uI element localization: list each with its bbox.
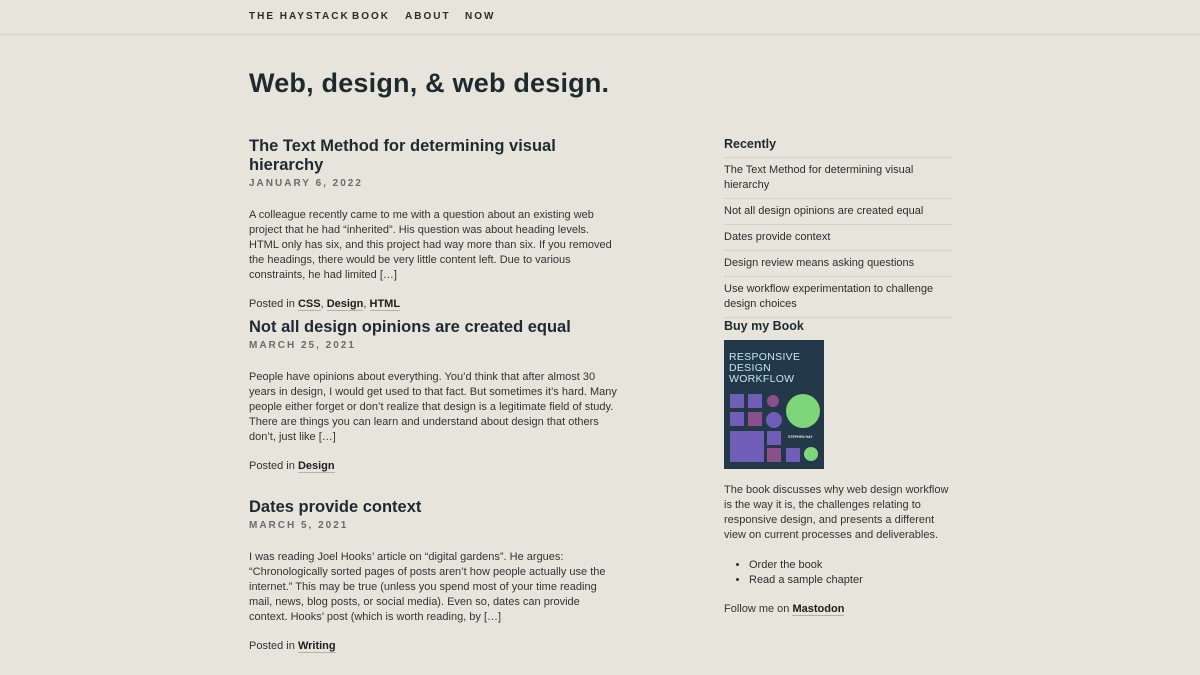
nav-link-book[interactable]: BOOK: [352, 11, 390, 22]
list-item: [749, 573, 863, 588]
book-cover-title-line: WORKFLOW: [729, 373, 795, 385]
recent-post-link[interactable]: Design review means asking questions: [724, 257, 915, 269]
cover-shape: [730, 394, 744, 408]
top-navigation: [0, 0, 1200, 35]
post-title[interactable]: Dates provide context: [249, 498, 422, 516]
cover-shape: [786, 448, 800, 462]
post-categories: [249, 640, 621, 652]
list-item: [724, 199, 952, 225]
posted-in-label: Posted in: [249, 640, 295, 652]
book-links-list: [724, 558, 863, 588]
nav-link-now[interactable]: NOW: [465, 11, 496, 22]
recently-heading: Recently: [724, 137, 777, 151]
post-excerpt: People have opinions about everything. You’d think that after almost 30 years in design, I would get used to that fact. But sometimes it’s hard. Many people either forget or don’t realize that design is a legitimate field of study. There are things you can learn and understand about design that others don’t, just like […]: [249, 371, 617, 443]
post-categories: [249, 460, 621, 472]
follow-text: [724, 603, 844, 615]
cover-shape: [748, 412, 762, 426]
category-link[interactable]: CSS: [297, 298, 321, 310]
cover-shape: [730, 431, 764, 462]
site-title: Web, design, & web design.: [249, 68, 610, 98]
cover-shape: [767, 431, 781, 445]
recent-post-link[interactable]: Dates provide context: [724, 231, 831, 243]
sample-chapter-link[interactable]: Read a sample chapter: [749, 574, 863, 586]
post-title[interactable]: Not all design opinions are created equal: [249, 318, 571, 336]
list-item: [724, 158, 952, 199]
cover-shape: [767, 395, 779, 407]
list-item: [749, 558, 863, 573]
recent-posts-list: [724, 157, 952, 318]
post-excerpt: I was reading Joel Hooks’ article on “digital gardens”. He argues: “Chronologically sorted pages of posts aren’t how people actually use the internet.” This may be true (unless you spend most of your time reading mail, news, blog posts, or social media). Even so, dates can provide context. Hooks’ post (which is worth reading, by […]: [249, 551, 606, 623]
cover-shape: [730, 412, 744, 426]
book-cover-title-line: RESPONSIVE: [729, 351, 801, 363]
list-item: [724, 225, 952, 251]
post-date: MARCH 5, 2021: [249, 520, 349, 531]
post-title[interactable]: The Text Method for determining visual hierarchy: [249, 137, 556, 174]
cover-shape: [804, 447, 818, 461]
mastodon-link[interactable]: Mastodon: [792, 603, 845, 615]
buy-book-heading: Buy my Book: [724, 319, 804, 333]
recent-post-link[interactable]: Not all design opinions are created equal: [724, 205, 924, 217]
book-cover-title-line: DESIGN: [729, 362, 772, 374]
post-item: [249, 318, 621, 472]
list-item: [724, 251, 952, 277]
category-link[interactable]: Design: [326, 298, 364, 310]
post-excerpt: A colleague recently came to me with a question about an existing web project that he had “inherited”. His question was about heading levels. HTML only has six, and this project had way more than six. If you removed the headings, there would be very little content left. Due to various constraints, he had limited […]: [249, 209, 612, 281]
post-date: JANUARY 6, 2022: [249, 178, 363, 189]
post-item: [249, 137, 621, 310]
category-link[interactable]: Design: [297, 460, 335, 472]
recent-post-link[interactable]: The Text Method for determining visual hierarchy: [724, 164, 914, 191]
book-cover-image[interactable]: [724, 340, 824, 469]
post-item: [249, 498, 621, 652]
cover-shape: [786, 394, 820, 428]
recent-post-link[interactable]: Use workflow experimentation to challenge design choices: [724, 283, 934, 310]
cover-shape: [748, 394, 762, 408]
cover-shape: [767, 448, 781, 462]
nav-link-the-haystack[interactable]: THE HAYSTACK: [249, 11, 350, 22]
category-link[interactable]: Writing: [297, 640, 336, 652]
follow-prefix: Follow me on: [724, 603, 790, 615]
cover-shape: [766, 412, 782, 428]
post-date: MARCH 25, 2021: [249, 340, 356, 351]
order-book-link[interactable]: Order the book: [749, 559, 823, 571]
posted-in-label: Posted in: [249, 298, 295, 310]
book-cover-author: STEPHEN HAY: [788, 435, 813, 439]
list-item: [724, 277, 952, 318]
post-categories: Posted in CSS, Design, HTML: [249, 298, 401, 310]
book-description: The book discusses why web design workflow is the way it is, the challenges relating to responsive design, and presents a different view on current processes and deliverables.: [724, 484, 949, 541]
category-link[interactable]: HTML: [369, 298, 401, 310]
nav-link-about[interactable]: ABOUT: [405, 11, 451, 22]
posted-in-label: Posted in: [249, 460, 295, 472]
